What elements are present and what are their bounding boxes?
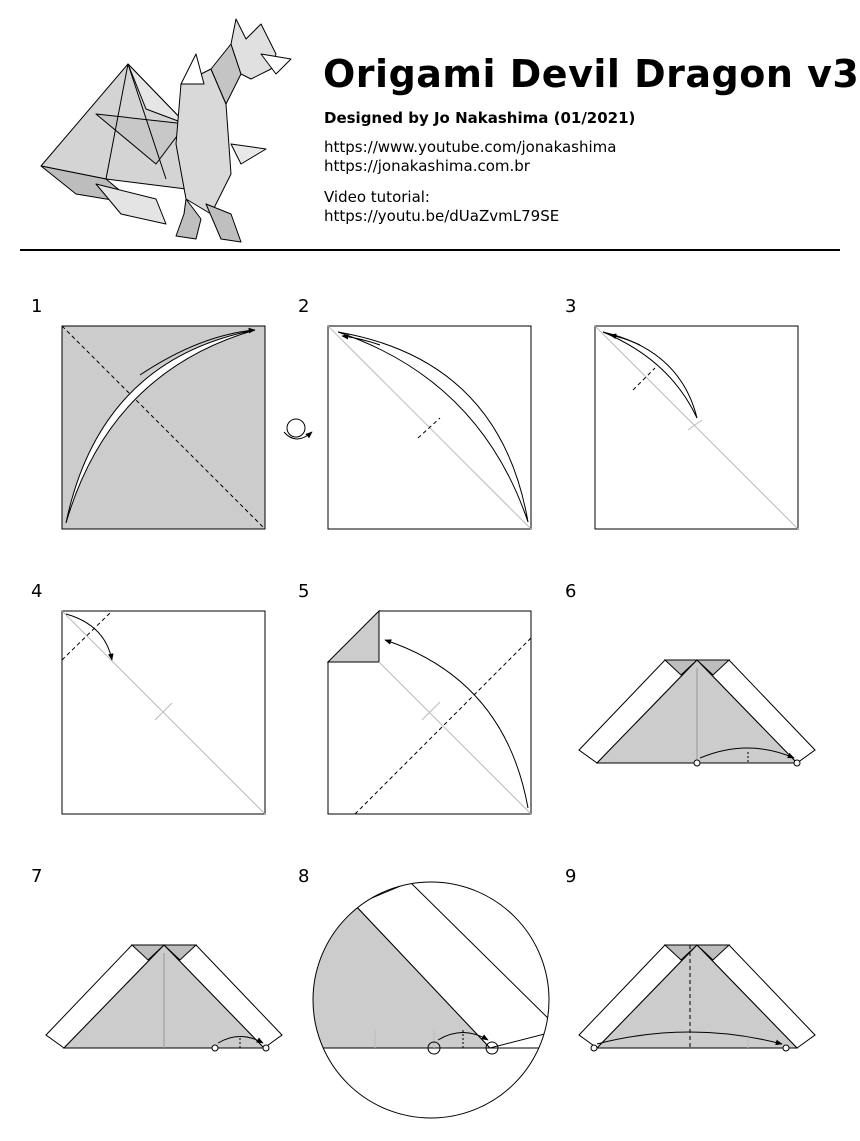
step-7-diagram [46, 945, 282, 1051]
video-link[interactable]: https://youtu.be/dUaZvmL79SE [324, 207, 560, 225]
step-5-diagram [328, 611, 531, 814]
step-9-diagram [579, 945, 815, 1051]
step-number-3: 3 [565, 296, 577, 317]
turn-over-icon [284, 419, 312, 439]
step-number-6: 6 [565, 581, 577, 602]
video-label: Video tutorial: [324, 188, 430, 206]
step-2-diagram [328, 326, 531, 529]
step-6-diagram [579, 660, 815, 766]
step-number-1: 1 [31, 296, 43, 317]
step-number-2: 2 [298, 296, 310, 317]
step-4-diagram [62, 611, 265, 814]
step-3-diagram [595, 326, 798, 529]
website-link[interactable]: https://jonakashima.com.br [324, 157, 530, 175]
step-number-7: 7 [31, 866, 43, 887]
step-number-9: 9 [565, 866, 577, 887]
step-number-4: 4 [31, 581, 43, 602]
step-1-diagram [62, 326, 265, 529]
step-number-5: 5 [298, 581, 310, 602]
step-8-diagram [313, 882, 560, 1118]
designer-credit: Designed by Jo Nakashima (01/2021) [324, 109, 636, 127]
youtube-link[interactable]: https://www.youtube.com/jonakashima [324, 138, 617, 156]
step-number-8: 8 [298, 866, 310, 887]
page-title: Origami Devil Dragon v3 [323, 52, 860, 96]
